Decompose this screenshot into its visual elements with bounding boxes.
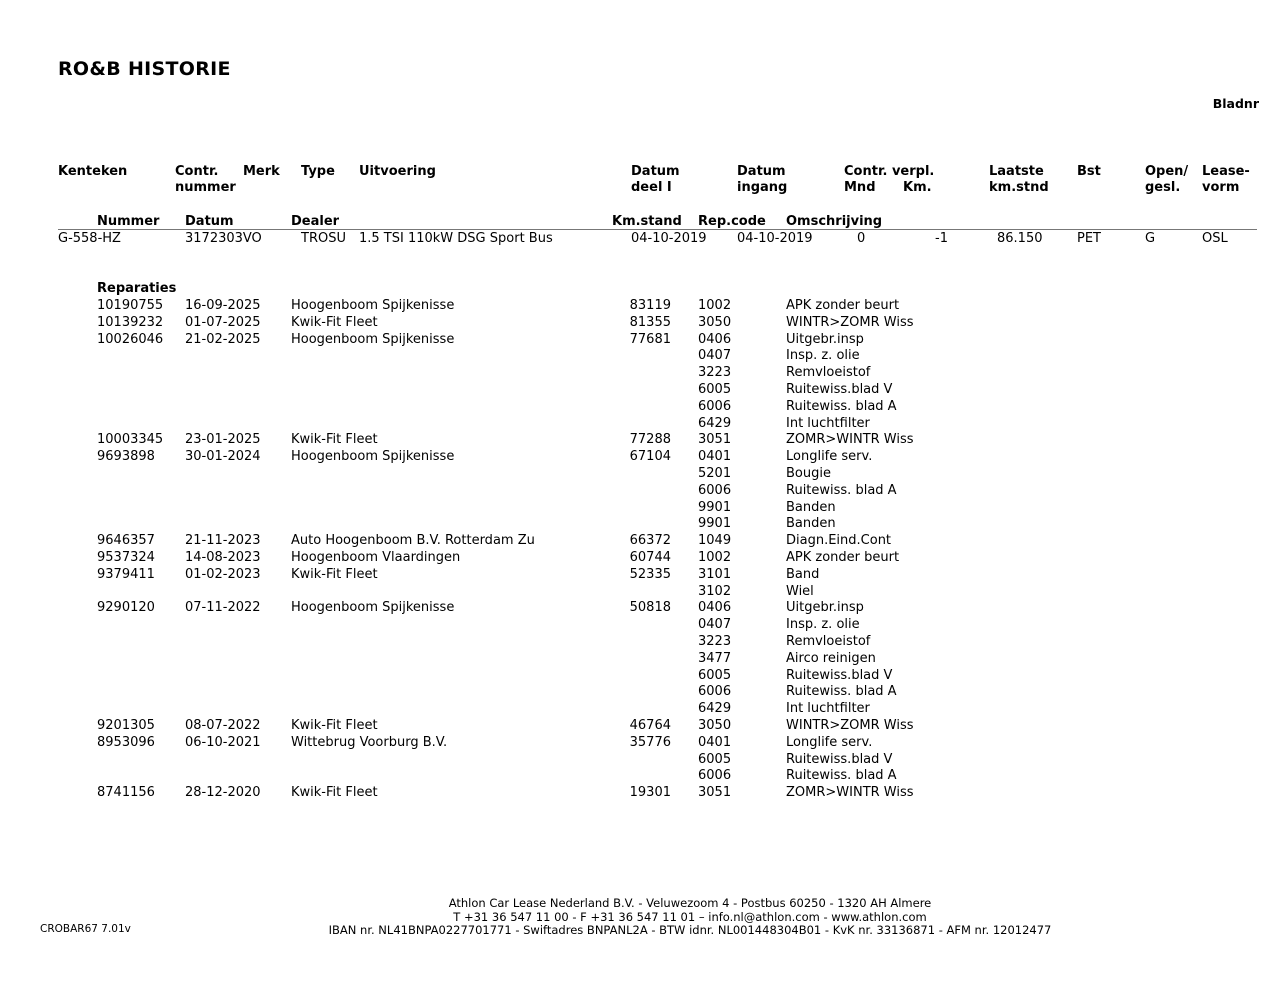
repair-km: 50818 [629,600,671,615]
vehicle-km: -1 [935,231,948,246]
repair-code: 6429 [698,416,732,431]
repair-omschrijving: APK zonder beurt [786,550,900,565]
vehicle-uitvoering: 1.5 TSI 110kW DSG Sport Bus [359,231,553,246]
header-datum: Datum [185,214,234,229]
repair-km: 66372 [629,533,671,548]
repair-datum: 21-02-2025 [185,332,261,347]
repair-dealer: Kwik-Fit Fleet [291,718,378,733]
header-kmstand: Km.stand [612,214,682,229]
repair-code: 0401 [698,449,732,464]
bladnr-label: Bladnr [1212,96,1259,111]
repair-code: 3051 [698,432,732,447]
repair-code: 0406 [698,600,732,615]
header-kenteken: Kenteken [58,164,128,179]
header-merk: Merk [243,164,280,179]
repair-code: 0406 [698,332,732,347]
repair-omschrijving: Wiel [786,584,814,599]
repair-code: 6005 [698,752,732,767]
repair-datum: 08-07-2022 [185,718,261,733]
repair-datum: 07-11-2022 [185,600,261,615]
repair-code: 3223 [698,365,732,380]
vehicle-kenteken: G-558-HZ [58,231,121,246]
repair-dealer: Wittebrug Voorburg B.V. [291,735,448,750]
repair-omschrijving: Ruitewiss. blad A [786,399,897,414]
repair-nummer: 10026046 [97,332,164,347]
repair-omschrijving: Ruitewiss.blad V [786,668,893,683]
repair-omschrijving: Int luchtfilter [786,701,870,716]
repair-omschrijving: ZOMR>WINTR Wiss [786,785,914,800]
repair-nummer: 8741156 [97,785,155,800]
repair-dealer: Kwik-Fit Fleet [291,315,378,330]
vehicle-merk: TROSU [301,231,346,246]
header-mnd: Mnd [844,180,876,195]
header-datum-ingang-2: ingang [737,180,788,195]
repair-code: 6429 [698,701,732,716]
footer-line-1: Athlon Car Lease Nederland B.V. - Veluwezoom 4 - Postbus 60250 - 1320 AH Almere [448,896,932,910]
header-open: Open/ [1145,164,1189,179]
repair-omschrijving: Banden [786,516,836,531]
repair-code: 0401 [698,735,732,750]
repair-code: 3050 [698,315,732,330]
header-km: Km. [903,180,932,195]
repair-nummer: 10003345 [97,432,164,447]
vehicle-contract: 3172303VO [185,231,262,246]
repair-km: 83119 [629,298,671,313]
header-contr-nummer: nummer [175,180,236,195]
repair-km: 81355 [629,315,671,330]
repair-dealer: Kwik-Fit Fleet [291,432,378,447]
header-lease-2: vorm [1202,180,1240,195]
header-type: Type [301,164,335,179]
repair-dealer: Kwik-Fit Fleet [291,785,378,800]
repair-nummer: 9537324 [97,550,155,565]
repair-datum: 06-10-2021 [185,735,261,750]
repair-code: 3050 [698,718,732,733]
repair-omschrijving: Longlife serv. [786,449,873,464]
repair-code: 6006 [698,684,732,699]
header-dealer: Dealer [291,214,340,229]
repair-code: 9901 [698,500,732,515]
repair-dealer: Kwik-Fit Fleet [291,567,378,582]
vehicle-mnd: 0 [857,231,866,246]
repairs-heading: Reparaties [97,281,177,296]
repair-omschrijving: Ruitewiss. blad A [786,483,897,498]
repair-dealer: Hoogenboom Spijkenisse [291,449,455,464]
repair-code: 9901 [698,516,732,531]
repair-omschrijving: ZOMR>WINTR Wiss [786,432,914,447]
repair-omschrijving: Remvloeistof [786,634,871,649]
repair-code: 6005 [698,668,732,683]
repair-omschrijving: Banden [786,500,836,515]
repair-code: 3477 [698,651,732,666]
header-lease: Lease- [1202,164,1250,179]
page-title: RO&B HISTORIE [58,58,231,80]
repair-omschrijving: Bougie [786,466,831,481]
header-nummer: Nummer [97,214,160,229]
repair-code: 1002 [698,550,732,565]
repair-code: 0407 [698,348,732,363]
header-divider [58,229,1257,230]
repair-omschrijving: Band [786,567,820,582]
repair-km: 35776 [629,735,671,750]
header-contr-verpl: Contr. verpl. [844,164,935,179]
vehicle-bst: PET [1077,231,1101,246]
repair-code: 1002 [698,298,732,313]
repair-dealer: Hoogenboom Vlaardingen [291,550,461,565]
repair-km: 77681 [629,332,671,347]
vehicle-leasevorm: OSL [1202,231,1228,246]
repair-omschrijving: Ruitewiss.blad V [786,382,893,397]
header-repcode: Rep.code [698,214,766,229]
repair-omschrijving: Ruitewiss. blad A [786,768,897,783]
repair-km: 52335 [629,567,671,582]
repair-omschrijving: Uitgebr.insp [786,332,864,347]
repair-omschrijving: APK zonder beurt [786,298,900,313]
repair-omschrijving: Insp. z. olie [786,617,860,632]
header-bst: Bst [1077,164,1101,179]
repair-omschrijving: Int luchtfilter [786,416,870,431]
repair-code: 3051 [698,785,732,800]
repair-dealer: Auto Hoogenboom B.V. Rotterdam Zu [291,533,535,548]
repair-code: 3101 [698,567,732,582]
repair-omschrijving: Uitgebr.insp [786,600,864,615]
repair-nummer: 9290120 [97,600,155,615]
repair-code: 6005 [698,382,732,397]
repair-km: 77288 [629,432,671,447]
repair-omschrijving: Diagn.Eind.Cont [786,533,892,548]
header-laatste-2: km.stnd [989,180,1049,195]
repair-omschrijving: Ruitewiss.blad V [786,752,893,767]
header-uitvoering: Uitvoering [359,164,436,179]
repair-omschrijving: Insp. z. olie [786,348,860,363]
repair-omschrijving: Airco reinigen [786,651,876,666]
header-laatste: Laatste [989,164,1044,179]
repair-nummer: 8953096 [97,735,155,750]
repair-dealer: Hoogenboom Spijkenisse [291,600,455,615]
form-code: CROBAR67 7.01v [40,923,131,935]
repair-datum: 14-08-2023 [185,550,261,565]
repair-nummer: 9646357 [97,533,155,548]
repair-nummer: 10190755 [97,298,164,313]
footer-line-3: IBAN nr. NL41BNPA0227701771 - Swiftadres BNPANL2A - BTW idnr. NL001448304B01 - KvK nr. 33136871 - AFM nr. 12012477 [328,923,1052,937]
header-datum-deel: Datum [631,164,680,179]
header-datum-ingang: Datum [737,164,786,179]
repair-datum: 28-12-2020 [185,785,261,800]
repair-omschrijving: WINTR>ZOMR Wiss [786,718,914,733]
repair-omschrijving: Ruitewiss. blad A [786,684,897,699]
header-datum-deel-2: deel I [631,180,672,195]
repair-code: 6006 [698,399,732,414]
repair-omschrijving: Remvloeistof [786,365,871,380]
header-omschrijving: Omschrijving [786,214,883,229]
vehicle-datum-deel: 04-10-2019 [631,231,707,246]
repair-km: 67104 [629,449,671,464]
repair-nummer: 9201305 [97,718,155,733]
repair-code: 0407 [698,617,732,632]
repair-dealer: Hoogenboom Spijkenisse [291,332,455,347]
repair-code: 3223 [698,634,732,649]
footer-line-2: T +31 36 547 11 00 - F +31 36 547 11 01 – info.nl@athlon.com - www.athlon.com [453,910,927,924]
repair-km: 46764 [629,718,671,733]
repair-nummer: 10139232 [97,315,164,330]
vehicle-datum-ingang: 04-10-2019 [737,231,813,246]
vehicle-laatste-km: 86.150 [997,231,1043,246]
repair-km: 60744 [629,550,671,565]
repair-datum: 16-09-2025 [185,298,261,313]
repair-datum: 01-07-2025 [185,315,261,330]
repair-omschrijving: WINTR>ZOMR Wiss [786,315,914,330]
repair-km: 19301 [629,785,671,800]
vehicle-open-gesl: G [1145,231,1156,246]
repair-nummer: 9379411 [97,567,155,582]
repair-dealer: Hoogenboom Spijkenisse [291,298,455,313]
repair-datum: 01-02-2023 [185,567,261,582]
repair-nummer: 9693898 [97,449,155,464]
repair-code: 6006 [698,768,732,783]
header-open-2: gesl. [1145,180,1181,195]
repair-datum: 30-01-2024 [185,449,261,464]
repair-code: 1049 [698,533,732,548]
header-contr: Contr. [175,164,219,179]
repair-code: 6006 [698,483,732,498]
repair-code: 3102 [698,584,732,599]
repair-omschrijving: Longlife serv. [786,735,873,750]
repair-datum: 21-11-2023 [185,533,261,548]
repair-code: 5201 [698,466,732,481]
repair-datum: 23-01-2025 [185,432,261,447]
